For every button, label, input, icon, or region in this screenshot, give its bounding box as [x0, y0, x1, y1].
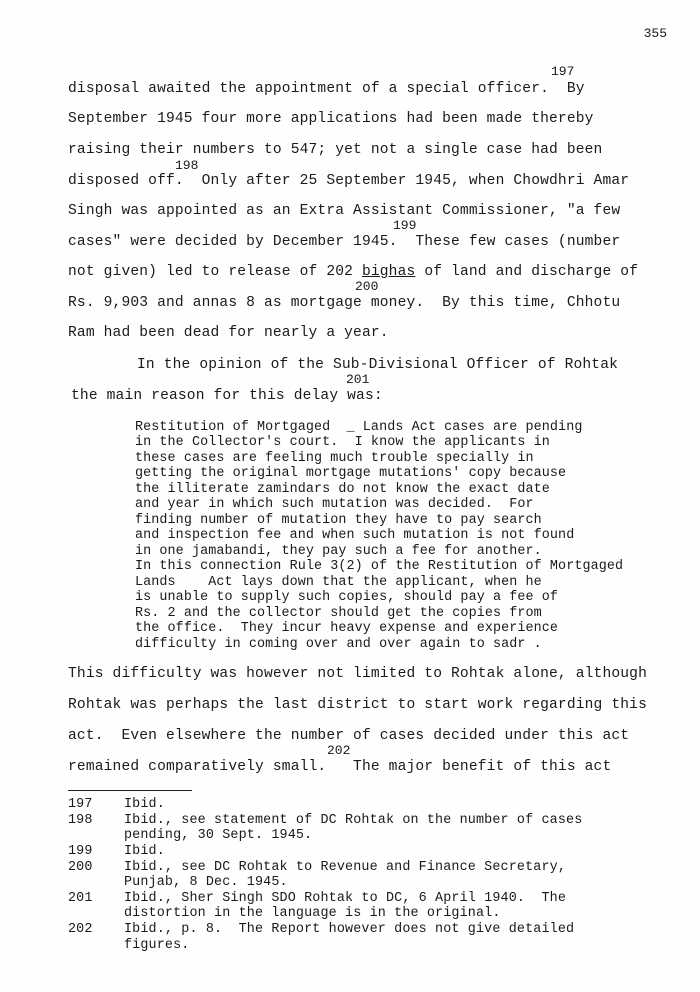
- quote-line: in one jamabandi, they pay such a fee for another.: [135, 544, 542, 559]
- footnote-number: 199: [68, 844, 93, 859]
- footnote-text: distortion in the language is in the original.: [124, 906, 501, 921]
- para3-line-3: act. Even elsewhere the number of cases decided under this act: [68, 728, 630, 744]
- quote-line: Rs. 2 and the collector should get the copies from: [135, 606, 542, 621]
- footnote-text: Ibid., see DC Rohtak to Revenue and Finance Secretary,: [124, 860, 567, 875]
- body-line-8: Rs. 9,903 and annas 8 as mortgage money. By this time, Chhotu: [68, 295, 621, 311]
- para3-line-2: Rohtak was perhaps the last district to start work regarding this: [68, 697, 647, 713]
- footnote-text: pending, 30 Sept. 1945.: [124, 828, 313, 843]
- para3-line-4: remained comparatively small. The major benefit of this act: [68, 759, 612, 775]
- body-line-9: Ram had been dead for nearly a year.: [68, 325, 389, 341]
- quote-line: difficulty in coming over and over again to sadr .: [135, 637, 542, 652]
- quote-line: is unable to supply such copies, should pay a fee of: [135, 590, 559, 605]
- body-line-1: disposal awaited the appointment of a special officer. By: [68, 81, 585, 97]
- body-line-2: September 1945 four more applications had been made thereby: [68, 111, 594, 127]
- footnote-separator: [68, 790, 192, 791]
- body-line-4: disposed off. Only after 25 September 1945, when Chowdhri Amar: [68, 173, 630, 189]
- footnote-ref-198: 198: [175, 158, 199, 173]
- quote-line: Lands Act lays down that the applicant, when he: [135, 575, 542, 590]
- footnote-number: 201: [68, 891, 93, 906]
- quote-line: the office. They incur heavy expense and experience: [135, 621, 559, 636]
- quote-line: in the Collector's court. I know the applicants in: [135, 435, 550, 450]
- footnote-text: Ibid., Sher Singh SDO Rohtak to DC, 6 April 1940. The: [124, 891, 567, 906]
- body-line-3: raising their numbers to 547; yet not a single case had been: [68, 142, 603, 158]
- footnote-number: 198: [68, 813, 93, 828]
- footnote-text: Punjab, 8 Dec. 1945.: [124, 875, 288, 890]
- quote-line: the illiterate zamindars do not know the exact date: [135, 482, 550, 497]
- footnote-ref-202: 202: [327, 743, 351, 758]
- footnote-ref-201: 201: [346, 372, 370, 387]
- footnote-ref-200: 200: [355, 279, 379, 294]
- underlined-term: bighas: [361, 264, 416, 280]
- body-line-7: not given) led to release of 202 bighas of land and discharge of: [68, 264, 639, 280]
- footnote-text: Ibid., see statement of DC Rohtak on the number of cases: [124, 813, 583, 828]
- page-number: 355: [643, 26, 667, 41]
- footnote-text: Ibid.: [124, 797, 165, 812]
- body-line-5: Singh was appointed as an Extra Assistant Commissioner, "a few: [68, 203, 621, 219]
- footnote-number: 197: [68, 797, 93, 812]
- quote-line: Restitution of Mortgaged _ Lands Act cases are pending: [135, 420, 583, 435]
- footnote-text: Ibid., p. 8. The Report however does not give detailed: [124, 922, 575, 937]
- quote-line: and inspection fee and when such mutation is not found: [135, 528, 575, 543]
- footnote-number: 202: [68, 922, 93, 937]
- quote-line: finding number of mutation they have to pay search: [135, 513, 542, 528]
- para2-line-1: In the opinion of the Sub-Divisional Officer of Rohtak: [137, 357, 619, 373]
- quote-line: these cases are feeling much trouble specially in: [135, 451, 534, 466]
- footnote-text: figures.: [124, 938, 190, 953]
- footnote-text: Ibid.: [124, 844, 165, 859]
- footnote-ref-197: 197: [551, 64, 575, 79]
- quote-line: In this connection Rule 3(2) of the Restitution of Mortgaged: [135, 559, 624, 574]
- footnote-ref-199: 199: [393, 218, 417, 233]
- para2-line-2: the main reason for this delay was:: [71, 388, 383, 404]
- quote-line: getting the original mortgage mutations' copy because: [135, 466, 567, 481]
- body-line-6: cases" were decided by December 1945. These few cases (number: [68, 234, 621, 250]
- para3-line-1: This difficulty was however not limited to Rohtak alone, although: [68, 666, 647, 682]
- footnote-number: 200: [68, 860, 93, 875]
- quote-line: and year in which such mutation was decided. For: [135, 497, 534, 512]
